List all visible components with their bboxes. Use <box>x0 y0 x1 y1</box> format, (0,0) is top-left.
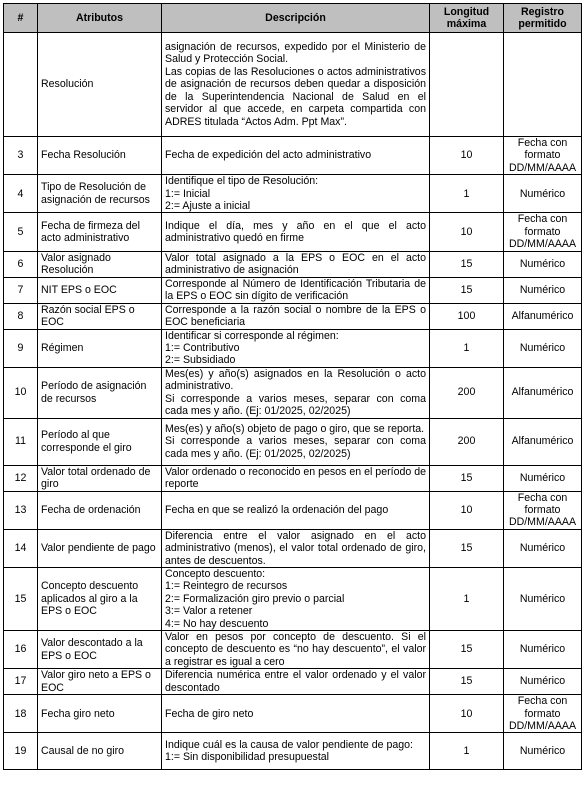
description-cell <box>162 695 430 733</box>
header-description: Descripción <box>162 4 430 33</box>
max-length: 100 <box>430 303 504 329</box>
max-length: 200 <box>430 418 504 465</box>
row-number: 8 <box>4 303 38 329</box>
description-line: Identificar si corresponde al régimen: <box>165 329 339 342</box>
row-number: 11 <box>4 418 38 465</box>
attribute-name: Período de asignación de recursos <box>38 367 162 418</box>
max-length <box>430 33 504 137</box>
table-row <box>4 630 582 668</box>
description-line: 2:= Formalización giro previo o parcial <box>165 592 345 605</box>
table-row <box>4 669 582 695</box>
description-line: Indique el día, mes y año en el que el acto administrativo quedó en firme <box>165 219 426 245</box>
allowed-format: Numérico <box>504 567 582 630</box>
description-line: Fecha de expedición del acto administrativo <box>165 149 372 162</box>
description-line: 1:= Sin disponibilidad presupuestal <box>165 751 330 764</box>
row-number: 5 <box>4 213 38 251</box>
description-line: Fecha de giro neto <box>165 707 254 720</box>
description-line: Identifique el tipo de Resolución: <box>165 175 319 188</box>
description-cell <box>162 213 430 251</box>
attribute-name: Causal de no giro <box>38 733 162 770</box>
table-row <box>4 277 582 303</box>
attribute-name: NIT EPS o EOC <box>38 277 162 303</box>
description-cell <box>162 465 430 491</box>
description-line: asignación de recursos, expedido por el Ministerio de Salud y Protección Social. <box>165 41 426 66</box>
attributes-table <box>3 3 582 770</box>
description-cell <box>162 175 430 213</box>
table-row <box>4 529 582 567</box>
attribute-name: Valor total ordenado de giro <box>38 465 162 491</box>
row-number: 14 <box>4 529 38 567</box>
description-cell <box>162 251 430 277</box>
allowed-format <box>504 33 582 137</box>
description-line: 2:= Subsidiado <box>165 354 236 367</box>
description-cell <box>162 418 430 465</box>
allowed-format: Fecha con formato DD/MM/AAAA <box>504 491 582 529</box>
table-body <box>4 33 582 770</box>
table-row <box>4 303 582 329</box>
description-cell <box>162 329 430 367</box>
allowed-format: Alfanumérico <box>504 303 582 329</box>
row-number: 4 <box>4 175 38 213</box>
max-length: 1 <box>430 175 504 213</box>
row-number: 7 <box>4 277 38 303</box>
description-line: Valor ordenado o reconocido en pesos en el período de reporte <box>165 465 426 490</box>
attribute-name: Concepto descuento aplicados al giro a la EPS o EOC <box>38 567 162 630</box>
table-row <box>4 695 582 733</box>
allowed-format: Numérico <box>504 733 582 770</box>
description-line: 1:= Inicial <box>165 187 211 200</box>
description-cell <box>162 33 430 137</box>
table-row <box>4 251 582 277</box>
description-cell <box>162 367 430 418</box>
max-length: 10 <box>430 137 504 175</box>
description-line: 1:= Contributivo <box>165 342 240 355</box>
max-length: 10 <box>430 213 504 251</box>
max-length: 1 <box>430 567 504 630</box>
row-number: 13 <box>4 491 38 529</box>
table-row <box>4 733 582 770</box>
attribute-name: Fecha de firmeza del acto administrativo <box>38 213 162 251</box>
description-line: Indique cuál es la causa de valor pendiente de pago: <box>165 739 413 751</box>
table-row <box>4 33 582 137</box>
table-header-row <box>4 4 582 33</box>
max-length: 200 <box>430 367 504 418</box>
description-line: Corresponde a la razón social o nombre de la EPS o EOC beneficiaria <box>165 303 426 329</box>
allowed-format: Fecha con formato DD/MM/AAAA <box>504 213 582 251</box>
max-length: 15 <box>430 529 504 567</box>
attribute-name: Razón social EPS o EOC <box>38 303 162 329</box>
description-line: 4:= No hay descuento <box>165 617 269 630</box>
max-length: 15 <box>430 669 504 695</box>
description-cell <box>162 669 430 695</box>
attribute-name: Resolución <box>38 33 162 137</box>
row-number: 19 <box>4 733 38 770</box>
table-row <box>4 491 582 529</box>
allowed-format: Numérico <box>504 630 582 668</box>
row-number: 3 <box>4 137 38 175</box>
description-line: Valor total asignado a la EPS o EOC en el acto administrativo de asignación <box>165 251 426 277</box>
header-attributes: Atributos <box>38 4 162 33</box>
description-line: Corresponde al Número de Identificación Tributaria de la EPS o EOC sin dígito de verificación <box>165 277 426 303</box>
description-cell <box>162 303 430 329</box>
row-number: 17 <box>4 669 38 695</box>
row-number: 6 <box>4 251 38 277</box>
description-line: Diferencia entre el valor asignado en el acto administrativo (menos), el valor total ordenado de giro, antes de descuentos. <box>165 529 426 567</box>
description-cell <box>162 277 430 303</box>
allowed-format: Alfanumérico <box>504 418 582 465</box>
allowed-format: Alfanumérico <box>504 367 582 418</box>
allowed-format: Numérico <box>504 669 582 695</box>
row-number: 10 <box>4 367 38 418</box>
allowed-format: Fecha con formato DD/MM/AAAA <box>504 695 582 733</box>
allowed-format: Numérico <box>504 175 582 213</box>
description-line: Valor en pesos por concepto de descuento. Si el concepto de descuento es “no hay descuento”, el valor a registrar es igual a cero <box>165 630 426 668</box>
max-length: 15 <box>430 277 504 303</box>
header-number: # <box>4 4 38 33</box>
attribute-name: Valor descontado a la EPS o EOC <box>38 630 162 668</box>
attribute-name: Tipo de Resolución de asignación de recursos <box>38 175 162 213</box>
max-length: 15 <box>430 630 504 668</box>
description-line: Mes(es) y año(s) objeto de pago o giro, que se reporta. <box>165 422 425 435</box>
description-cell <box>162 529 430 567</box>
description-cell <box>162 733 430 770</box>
row-number: 16 <box>4 630 38 668</box>
attribute-name: Régimen <box>38 329 162 367</box>
description-line: 2:= Ajuste a inicial <box>165 200 251 213</box>
table-row <box>4 329 582 367</box>
table-row <box>4 418 582 465</box>
table-row <box>4 175 582 213</box>
max-length: 1 <box>430 733 504 770</box>
attribute-name: Valor giro neto a EPS o EOC <box>38 669 162 695</box>
table-row <box>4 367 582 418</box>
attribute-name: Valor asignado Resolución <box>38 251 162 277</box>
description-line: 3:= Valor a retener <box>165 605 253 618</box>
table-row <box>4 567 582 630</box>
max-length: 15 <box>430 251 504 277</box>
allowed-format: Numérico <box>504 465 582 491</box>
attribute-name: Fecha Resolución <box>38 137 162 175</box>
description-line: Mes(es) y año(s) asignados en la Resolución o acto administrativo. <box>165 367 426 393</box>
description-cell <box>162 137 430 175</box>
description-cell <box>162 567 430 630</box>
max-length: 10 <box>430 695 504 733</box>
description-line: Diferencia numérica entre el valor ordenado y el valor descontado <box>165 669 426 694</box>
table-row <box>4 213 582 251</box>
table-row <box>4 465 582 491</box>
row-number: 18 <box>4 695 38 733</box>
description-line: Si corresponde a varios meses, separar con coma cada mes y año. (Ej: 01/2025, 02/2025) <box>165 392 426 418</box>
max-length: 1 <box>430 329 504 367</box>
description-line: Concepto descuento: <box>165 567 266 580</box>
description-line: Las copias de las Resoluciones o actos administrativos de asignación de recursos deben quedar a disposición de la Superintendencia Nacional de Salud en el servidor al que accede, en carpeta compartida con ADRES titulada “Actos Adm. Ppt Max”. <box>165 65 426 128</box>
allowed-format: Numérico <box>504 329 582 367</box>
allowed-format: Numérico <box>504 251 582 277</box>
row-number <box>4 33 38 137</box>
allowed-format: Fecha con formato DD/MM/AAAA <box>504 137 582 175</box>
attribute-name: Período al que corresponde el giro <box>38 418 162 465</box>
header-allowed-format: Registro permitido <box>504 4 582 33</box>
row-number: 12 <box>4 465 38 491</box>
description-line: Si corresponde a varios meses, separar con coma cada mes y año. (Ej: 01/2025, 02/2025) <box>165 435 426 460</box>
allowed-format: Numérico <box>504 277 582 303</box>
header-max-length: Longitud máxima <box>430 4 504 33</box>
description-cell <box>162 491 430 529</box>
attribute-name: Fecha giro neto <box>38 695 162 733</box>
max-length: 10 <box>430 491 504 529</box>
description-line: Fecha en que se realizó la ordenación del pago <box>165 503 389 516</box>
max-length: 15 <box>430 465 504 491</box>
attribute-name: Valor pendiente de pago <box>38 529 162 567</box>
description-cell <box>162 630 430 668</box>
table-row <box>4 137 582 175</box>
allowed-format: Numérico <box>504 529 582 567</box>
description-line: 1:= Reintegro de recursos <box>165 580 288 593</box>
row-number: 15 <box>4 567 38 630</box>
attribute-name: Fecha de ordenación <box>38 491 162 529</box>
row-number: 9 <box>4 329 38 367</box>
